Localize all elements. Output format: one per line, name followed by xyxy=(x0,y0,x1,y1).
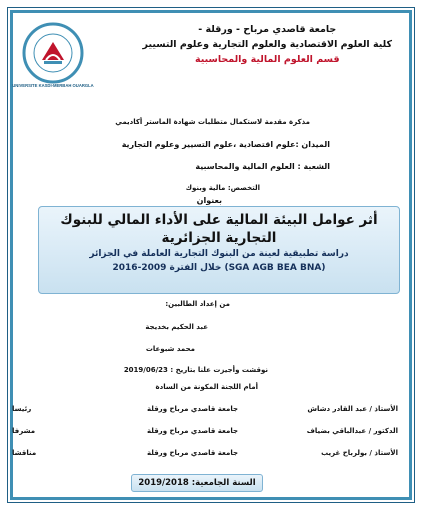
student-name-1: عبد الحكيم بخديجة xyxy=(145,323,208,331)
jury-role: مناقشا xyxy=(12,449,37,457)
specialty-text: التخصص: مالية وبنوك xyxy=(185,184,260,192)
university-header xyxy=(143,22,392,67)
thesis-title-box xyxy=(38,206,400,294)
branch-text: الشعبة : العلوم المالية والمحاسبية xyxy=(195,162,330,171)
memo-text: مذكرة مقدمة لاستكمال متطلبات شهادة الماستر أكاديمي xyxy=(115,118,310,126)
department-name: قسم العلوم المالية والمحاسبية xyxy=(194,54,340,65)
university-logo xyxy=(12,20,94,90)
committee-header: أمام اللجنة المكونة من السادة xyxy=(155,383,258,391)
academic-year-box: السنة الجامعية: 2019/2018 xyxy=(131,474,263,492)
jury-name: الدكتور / عبدالباقي بضياف xyxy=(306,427,398,435)
student-name-2: محمد شبوعات xyxy=(145,345,195,353)
thesis-title-line2: التجارية الجزائرية xyxy=(161,230,277,246)
thesis-subtitle-line1: دراسة تطبيقية لعينة من البنوك التجارية العاملة في الجزائر xyxy=(89,249,349,259)
thesis-subtitle-line2: (SGA AGB BEA BNA) خلال الفترة 2009-2016 xyxy=(112,263,326,273)
field-text: الميدان :علوم اقتصادية ،علوم التسيير وعلوم التجارية xyxy=(121,140,330,149)
jury-university: جامعة قاصدي مرباح ورقلة xyxy=(146,405,238,413)
university-name: جامعة قاصدي مرباح - ورقلة - xyxy=(198,24,337,35)
logo-latin-text: UNIVERSITE KASDI-MERBAH OUARGLA xyxy=(12,83,94,88)
title-label: بعنوان xyxy=(196,196,222,205)
faculty-name: كلية العلوم الاقتصادية والعلوم التجارية وعلوم التسيير xyxy=(142,39,392,50)
defense-date: نوقشت وأجيزت علنا بتاريخ : 2019/06/23 xyxy=(123,366,268,374)
jury-name: الأستاذ / عبد القادر دشاش xyxy=(307,405,398,413)
jury-name: الأستاذ / بولرباح غريب xyxy=(321,449,398,457)
jury-role: رئيسا xyxy=(12,405,32,413)
thesis-title-line1: أثر عوامل البيئة المالية على الأداء المالي للبنوك xyxy=(60,212,378,228)
jury-university: جامعة قاصدي مرباح ورقلة xyxy=(146,449,238,457)
prepared-by-label: من إعداد الطالبين: xyxy=(165,300,230,308)
jury-role: مشرفا xyxy=(12,427,36,435)
thesis-subtitle xyxy=(39,247,399,275)
thesis-title xyxy=(39,211,399,247)
jury-university: جامعة قاصدي مرباح ورقلة xyxy=(146,427,238,435)
